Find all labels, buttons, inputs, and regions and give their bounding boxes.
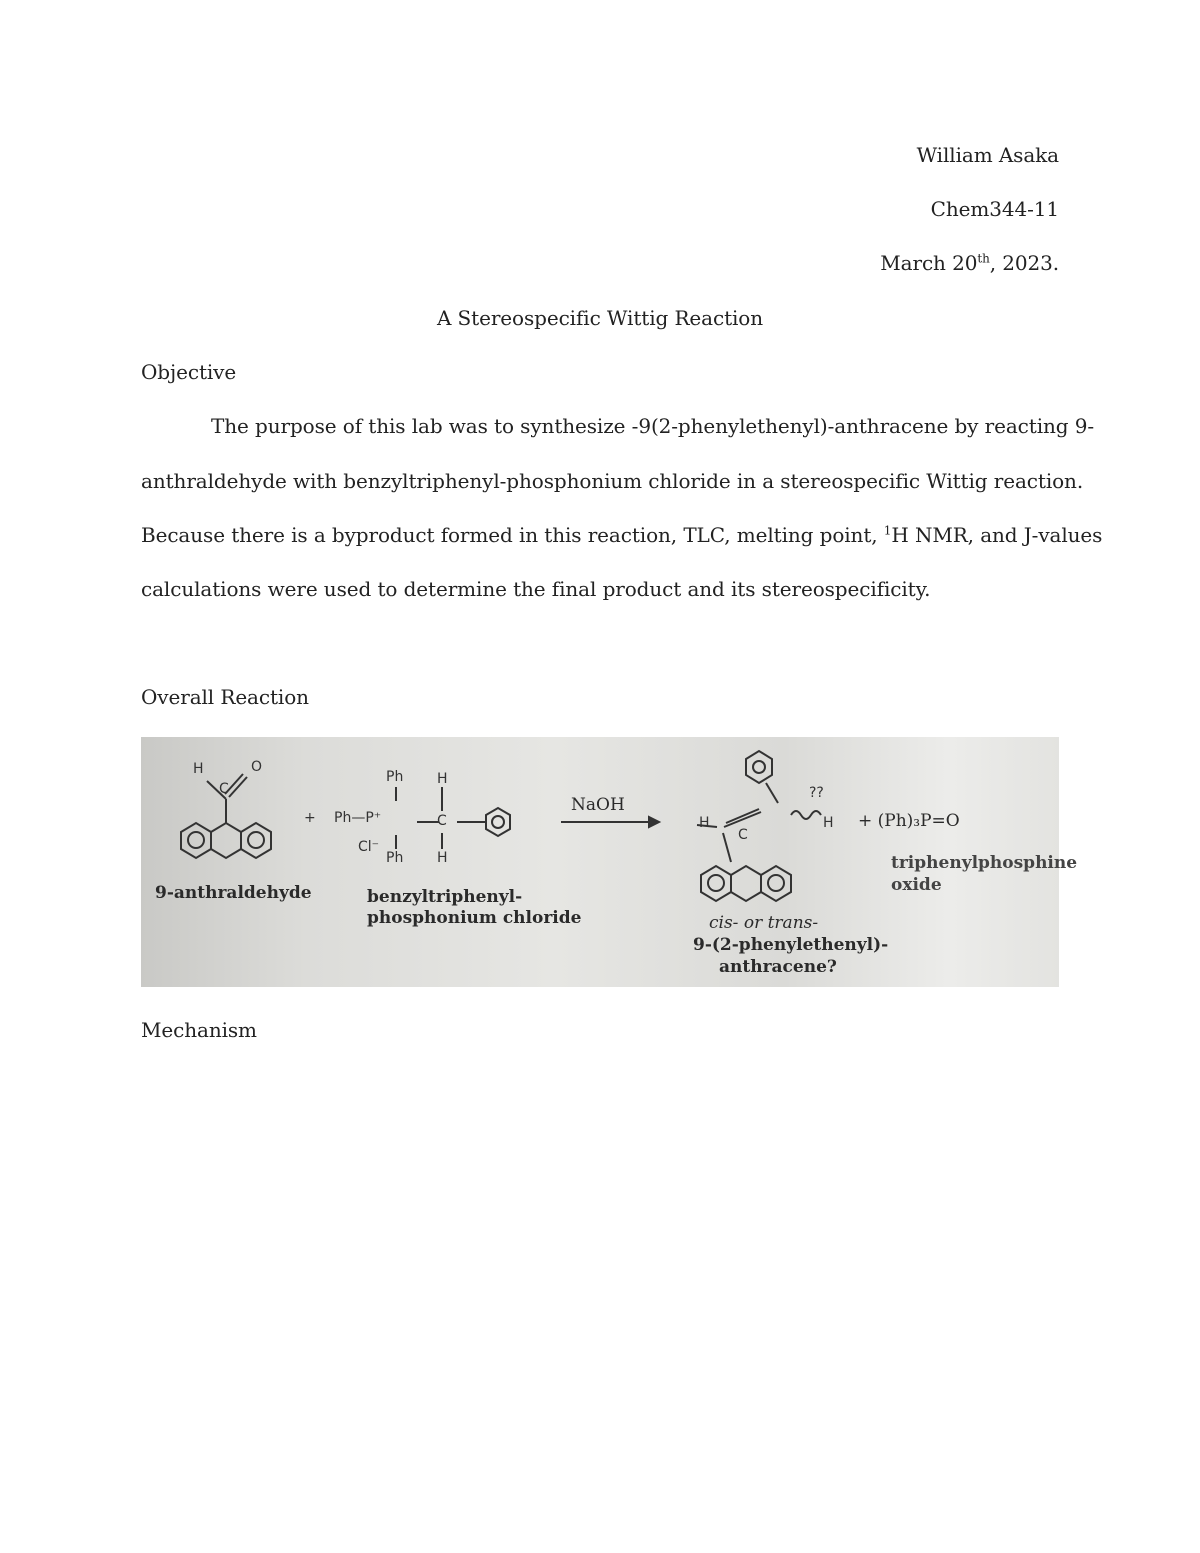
author-name: William Asaka xyxy=(916,143,1059,167)
product-label-2: 9-(2-phenylethenyl)- xyxy=(693,935,889,955)
question-marks: ?? xyxy=(809,785,824,801)
mechanism-heading: Mechanism xyxy=(141,1018,257,1042)
atom-c-aldehyde: C xyxy=(219,781,229,797)
objective-line-4: calculations were used to determine the final product and its stereospecificity. xyxy=(141,577,931,601)
product-label-1: cis- or trans- xyxy=(709,913,819,933)
atom-h-bottom: H xyxy=(437,850,448,866)
atom-c-product: C xyxy=(738,827,748,843)
plus-sign: + xyxy=(304,810,316,826)
report-date: March 20th, 2023. xyxy=(880,251,1059,275)
atom-ph-top: Ph xyxy=(386,769,404,785)
reaction-scheme-image xyxy=(141,737,1078,987)
chloride-ion: Cl⁻ xyxy=(358,839,380,855)
atom-h-aldehyde: H xyxy=(193,761,204,777)
atom-c-benzyl: C xyxy=(437,813,447,829)
product-label-3: anthracene? xyxy=(719,957,837,977)
page-title: A Stereospecific Wittig Reaction xyxy=(436,306,764,330)
course-code: Chem344-11 xyxy=(930,197,1059,221)
objective-line-2: anthraldehyde with benzyltriphenyl-phosphonium chloride in a stereospecific Wittig reaction. xyxy=(141,469,1084,493)
objective-line-1: The purpose of this lab was to synthesize -9(2-phenylethenyl)-anthracene by reacting 9- xyxy=(211,414,1095,438)
reactant2-label-1: benzyltriphenyl- xyxy=(367,887,523,907)
atom-o-aldehyde: O xyxy=(251,759,263,775)
objective-line-3: Because there is a byproduct formed in this reaction, TLC, melting point, $^1$H NMR, and J-values xyxy=(141,523,1103,547)
byproduct-label-2: oxide xyxy=(891,875,942,895)
objective-heading: Objective xyxy=(141,360,237,384)
reactant2-label-2: phosphonium chloride xyxy=(367,908,582,928)
atom-h-product-right: H xyxy=(823,815,834,831)
byproduct-formula: + (Ph)₃P=O xyxy=(858,811,960,831)
reagent-naoh: NaOH xyxy=(571,795,625,815)
byproduct-label-1: triphenylphosphine xyxy=(891,853,1078,873)
overall-reaction-heading: Overall Reaction xyxy=(141,685,309,709)
atom-ph-bottom: Ph xyxy=(386,850,404,866)
ph-p-plus: Ph—P⁺ xyxy=(334,810,382,826)
atom-h-product-left: H xyxy=(699,815,710,831)
reactant1-label: 9-anthraldehyde xyxy=(155,883,312,903)
atom-h-top: H xyxy=(437,771,448,787)
